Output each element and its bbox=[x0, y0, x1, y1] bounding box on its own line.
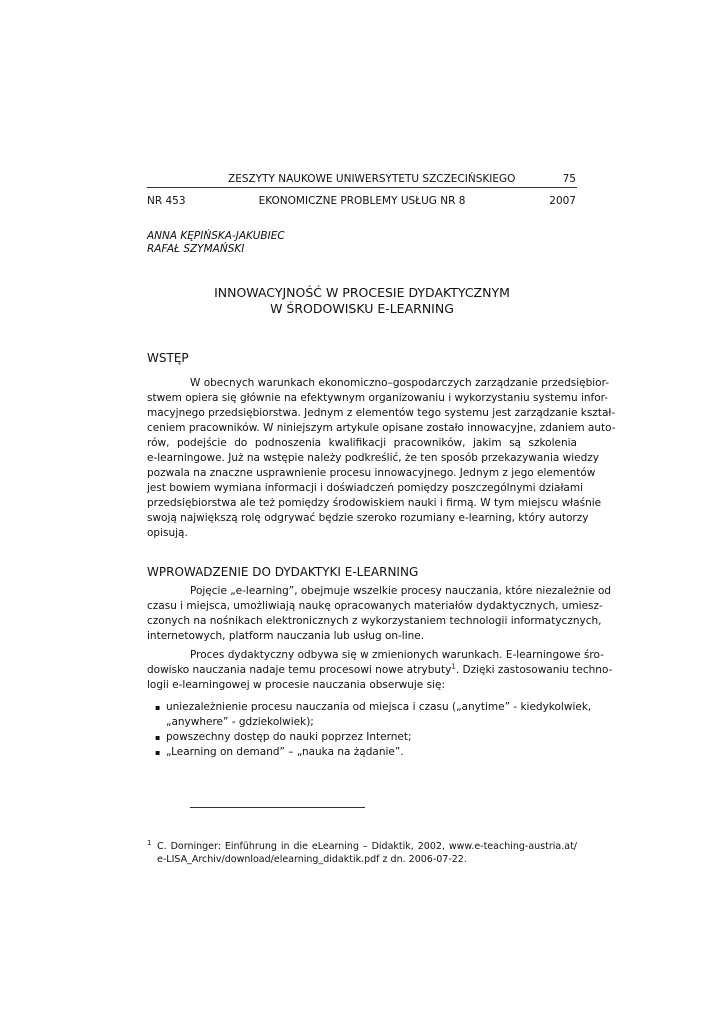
text-line: Proces dydaktyczny odbywa się w zmienionych warunkach. E-learningowe śro- bbox=[190, 649, 604, 661]
journal-name: ZESZYTY NAUKOWE UNIWERSYTETU SZCZECIŃSKIEGO bbox=[228, 173, 516, 185]
footnote-text: e-LISA_Archiv/download/elearning_didaktik.pdf z dn. 2006-07-22. bbox=[157, 854, 467, 865]
footnote-number: 1 bbox=[147, 839, 152, 847]
title-line: INNOWACYJNOŚĆ W PROCESIE DYDAKTYCZNYM bbox=[214, 285, 510, 300]
list-item-text: uniezależnienie procesu nauczania od miejsca i czasu („anytime” - kiedykolwiek, bbox=[166, 701, 592, 713]
title-line: W ŚRODOWISKU E-LEARNING bbox=[270, 301, 454, 316]
text-line: ceniem pracowników. W niniejszym artykule opisane zostało innowacyjne, zdaniem auto- bbox=[147, 422, 616, 434]
text-line: jest bowiem wymiana informacji i doświadczeń pomiędzy poszczególnymi działami bbox=[147, 482, 584, 494]
text-line: stwem opiera się głównie na efektywnym organizowaniu i wykorzystaniu systemu infor- bbox=[147, 392, 609, 404]
footnote bbox=[147, 840, 577, 866]
footnote-separator bbox=[190, 807, 365, 808]
author-name: ANNA KĘPIŃSKA-JAKUBIEC bbox=[147, 230, 285, 242]
footnote-line bbox=[147, 840, 577, 853]
text-line: e-learningowe. Już na wstępie należy podkreślić, że ten sposób przekazywania wiedzy bbox=[147, 452, 600, 464]
text-line: Pojęcie „e-learning”, obejmuje wszelkie procesy nauczania, które niezależnie od bbox=[190, 585, 612, 597]
author-name: RAFAŁ SZYMAŃSKI bbox=[147, 243, 245, 255]
series-name: EKONOMICZNE PROBLEMY USŁUG NR 8 bbox=[258, 195, 466, 207]
list-item bbox=[155, 745, 577, 760]
text-line bbox=[147, 662, 613, 678]
text-line: macyjnego przedsiębiorstwa. Jednym z elementów tego systemu jest zarządzanie kształ- bbox=[147, 407, 616, 419]
text-line: czonych na nośnikach elektronicznych z wykorzystaniem technologii informatycznych, bbox=[147, 615, 602, 627]
list-item bbox=[155, 700, 592, 715]
publication-year: 2007 bbox=[549, 195, 576, 207]
footnote-line bbox=[147, 853, 577, 866]
section-heading-intro: WSTĘP bbox=[147, 351, 189, 365]
text-line: przedsiębiorstwa ale też pomiędzy środowiskiem nauki i firmą. W tym miejscu właśnie bbox=[147, 497, 602, 509]
issue-number: NR 453 bbox=[147, 195, 186, 207]
list-item-text: „Learning on demand” – „nauka na żądanie”. bbox=[166, 746, 404, 758]
list-item-continuation bbox=[155, 715, 577, 730]
list-item bbox=[155, 730, 577, 745]
text-fragment: dowisko nauczania nadaje temu procesowi nowe atrybuty bbox=[147, 664, 452, 676]
bullet-list bbox=[155, 700, 592, 760]
text-fragment: . Dzięki zastosowaniu techno- bbox=[455, 664, 613, 676]
definition-paragraph bbox=[147, 584, 612, 644]
header-rule bbox=[147, 187, 577, 188]
text-line: czasu i miejsca, umożliwiają naukę opracowanych materiałów dydaktycznych, umiesz- bbox=[147, 600, 603, 612]
text-line: pozwala na znaczne usprawnienie procesu innowacyjnego. Jednym z jego elementów bbox=[147, 467, 596, 479]
text-line: internetowych, platform nauczania lub usług on-line. bbox=[147, 630, 425, 642]
intro-paragraph bbox=[147, 376, 616, 541]
text-line: W obecnych warunkach ekonomiczno–gospodarczych zarządzanie przedsiębior- bbox=[190, 377, 610, 389]
bullet-marker-icon: ▪ bbox=[155, 733, 161, 742]
footnote-reference[interactable]: 1 bbox=[451, 662, 456, 671]
process-paragraph bbox=[147, 648, 613, 693]
section-heading-elearning: WPROWADZENIE DO DYDAKTYKI E-LEARNING bbox=[147, 565, 419, 579]
text-line: rów, podejście do podnoszenia kwalifikacji pracowników, jakim są szkolenia bbox=[147, 437, 577, 449]
text-line: logii e-learningowej w procesie nauczania obserwuje się: bbox=[147, 679, 445, 691]
list-item-text: „anywhere” - gdziekolwiek); bbox=[166, 716, 314, 728]
bullet-marker-icon: ▪ bbox=[155, 703, 161, 712]
page-number: 75 bbox=[562, 173, 576, 185]
bullet-marker-icon: ▪ bbox=[155, 748, 161, 757]
list-item-text: powszechny dostęp do nauki poprzez Internet; bbox=[166, 731, 412, 743]
text-line: opisują. bbox=[147, 527, 188, 539]
text-line: swoją największą rolę odgrywać będzie szeroko rozumiany e-learning, który autorzy bbox=[147, 512, 589, 524]
footnote-text: C. Dorninger: Einführung in die eLearning – Didaktik, 2002, www.e-teaching-austria.at/ bbox=[157, 841, 577, 852]
article-title bbox=[147, 285, 577, 317]
